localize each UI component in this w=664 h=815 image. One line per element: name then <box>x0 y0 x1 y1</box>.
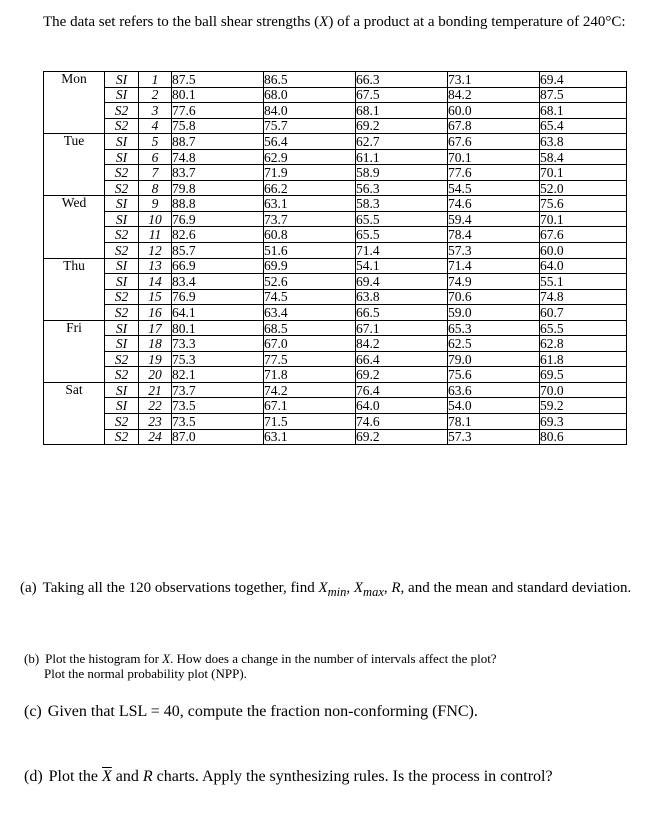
value-cell: 60.8 <box>264 227 356 243</box>
value-cell: 71.4 <box>356 243 448 259</box>
value-cell: 78.4 <box>448 227 540 243</box>
value-cell: 52.6 <box>264 274 356 290</box>
value-cell: 66.9 <box>172 258 264 274</box>
table-row <box>44 149 627 165</box>
table-row <box>44 103 627 119</box>
shift-cell: S2 <box>105 227 139 243</box>
value-cell: 74.6 <box>448 196 540 212</box>
value-cell: 54.0 <box>448 398 540 414</box>
shift-cell: SI <box>105 398 139 414</box>
value-cell: 63.1 <box>264 429 356 445</box>
value-cell: 58.4 <box>540 149 627 165</box>
value-cell: 74.5 <box>264 289 356 305</box>
sample-number-cell: 7 <box>139 165 172 181</box>
value-cell: 74.8 <box>172 149 264 165</box>
question-text: Plot the normal probability plot (NPP). <box>44 666 247 681</box>
value-cell: 75.6 <box>540 196 627 212</box>
shift-cell: SI <box>105 134 139 150</box>
value-cell: 80.6 <box>540 429 627 445</box>
value-cell: 67.8 <box>448 118 540 134</box>
value-cell: 65.4 <box>540 118 627 134</box>
sample-number-cell: 11 <box>139 227 172 243</box>
shift-cell: SI <box>105 72 139 88</box>
table-row <box>44 274 627 290</box>
value-cell: 67.6 <box>448 134 540 150</box>
table-row <box>44 398 627 414</box>
day-cell: Tue <box>44 134 105 196</box>
value-cell: 75.6 <box>448 367 540 383</box>
question-text: Plot the <box>48 768 102 785</box>
table-row <box>44 414 627 430</box>
value-cell: 61.8 <box>540 351 627 367</box>
table-row <box>44 320 627 336</box>
sample-number-cell: 1 <box>139 72 172 88</box>
shift-cell: S2 <box>105 414 139 430</box>
sample-number-cell: 18 <box>139 336 172 352</box>
value-cell: 63.8 <box>356 289 448 305</box>
value-cell: 56.4 <box>264 134 356 150</box>
value-cell: 80.1 <box>172 87 264 103</box>
shift-cell: S2 <box>105 103 139 119</box>
intro-part: The data set refers to the ball shear strengths ( <box>43 14 320 30</box>
question-b <box>24 651 624 681</box>
value-cell: 56.3 <box>356 180 448 196</box>
sample-number-cell: 6 <box>139 149 172 165</box>
value-cell: 58.9 <box>356 165 448 181</box>
value-cell: 73.7 <box>172 382 264 398</box>
x-max-subscript: max <box>363 585 384 599</box>
table-row <box>44 134 627 150</box>
shift-cell: SI <box>105 274 139 290</box>
shift-cell: SI <box>105 382 139 398</box>
sample-number-cell: 13 <box>139 258 172 274</box>
value-cell: 73.5 <box>172 414 264 430</box>
day-cell: Fri <box>44 320 105 382</box>
value-cell: 77.6 <box>172 103 264 119</box>
shift-cell: S2 <box>105 243 139 259</box>
day-cell: Mon <box>44 72 105 134</box>
value-cell: 82.6 <box>172 227 264 243</box>
value-cell: 63.4 <box>264 305 356 321</box>
value-cell: 69.3 <box>540 414 627 430</box>
x-max-symbol: X <box>353 580 364 596</box>
question-text: and <box>111 768 143 785</box>
value-cell: 69.5 <box>540 367 627 383</box>
value-cell: 64.0 <box>540 258 627 274</box>
day-cell: Sat <box>44 382 105 444</box>
value-cell: 66.2 <box>264 180 356 196</box>
question-text: . How does a change in the number of intervals affect the plot? <box>170 651 497 666</box>
value-cell: 75.7 <box>264 118 356 134</box>
value-cell: 58.3 <box>356 196 448 212</box>
question-d <box>24 768 644 785</box>
value-cell: 78.1 <box>448 414 540 430</box>
value-cell: 73.3 <box>172 336 264 352</box>
day-cell: Wed <box>44 196 105 258</box>
table-row <box>44 429 627 445</box>
sample-number-cell: 21 <box>139 382 172 398</box>
value-cell: 75.8 <box>172 118 264 134</box>
value-cell: 66.4 <box>356 351 448 367</box>
sample-number-cell: 12 <box>139 243 172 259</box>
sample-number-cell: 3 <box>139 103 172 119</box>
sample-number-cell: 14 <box>139 274 172 290</box>
x-bar-symbol: $\overline{X}$ <box>102 768 112 785</box>
table-row <box>44 180 627 196</box>
question-a <box>20 580 640 601</box>
shift-cell: SI <box>105 320 139 336</box>
value-cell: 71.5 <box>264 414 356 430</box>
value-cell: 84.2 <box>356 336 448 352</box>
shift-cell: S2 <box>105 351 139 367</box>
value-cell: 51.6 <box>264 243 356 259</box>
value-cell: 57.3 <box>448 429 540 445</box>
value-cell: 67.1 <box>264 398 356 414</box>
value-cell: 85.7 <box>172 243 264 259</box>
value-cell: 62.5 <box>448 336 540 352</box>
value-cell: 88.7 <box>172 134 264 150</box>
value-cell: 87.5 <box>540 87 627 103</box>
shift-cell: S2 <box>105 165 139 181</box>
value-cell: 67.6 <box>540 227 627 243</box>
value-cell: 74.2 <box>264 382 356 398</box>
value-cell: 76.4 <box>356 382 448 398</box>
value-cell: 84.2 <box>448 87 540 103</box>
value-cell: 77.5 <box>264 351 356 367</box>
question-text: Taking all the 120 observations together, find <box>42 580 319 596</box>
table-row <box>44 382 627 398</box>
value-cell: 70.1 <box>448 149 540 165</box>
value-cell: 66.5 <box>356 305 448 321</box>
sample-number-cell: 10 <box>139 211 172 227</box>
shift-cell: SI <box>105 258 139 274</box>
intro-variable: X <box>319 14 329 30</box>
question-label: (c) <box>24 703 42 720</box>
value-cell: 65.3 <box>448 320 540 336</box>
value-cell: 54.1 <box>356 258 448 274</box>
value-cell: 71.4 <box>448 258 540 274</box>
value-cell: 52.0 <box>540 180 627 196</box>
value-cell: 74.8 <box>540 289 627 305</box>
question-c <box>24 703 624 720</box>
x-min-subscript: min <box>327 585 347 599</box>
value-cell: 62.7 <box>356 134 448 150</box>
table-row <box>44 243 627 259</box>
question-label: (b) <box>24 651 40 666</box>
shift-cell: SI <box>105 149 139 165</box>
sample-number-cell: 17 <box>139 320 172 336</box>
question-text: , <box>346 580 354 596</box>
table-row <box>44 165 627 181</box>
value-cell: 62.9 <box>264 149 356 165</box>
value-cell: 79.0 <box>448 351 540 367</box>
table-row <box>44 289 627 305</box>
value-cell: 68.1 <box>356 103 448 119</box>
value-cell: 63.8 <box>540 134 627 150</box>
value-cell: 64.1 <box>172 305 264 321</box>
value-cell: 62.8 <box>540 336 627 352</box>
table-row <box>44 118 627 134</box>
value-cell: 69.4 <box>540 72 627 88</box>
intro-text <box>43 13 643 31</box>
shift-cell: SI <box>105 336 139 352</box>
value-cell: 69.2 <box>356 367 448 383</box>
value-cell: 84.0 <box>264 103 356 119</box>
value-cell: 86.5 <box>264 72 356 88</box>
shift-cell: SI <box>105 196 139 212</box>
value-cell: 77.6 <box>448 165 540 181</box>
value-cell: 74.6 <box>356 414 448 430</box>
value-cell: 79.8 <box>172 180 264 196</box>
table-row <box>44 87 627 103</box>
value-cell: 64.0 <box>356 398 448 414</box>
question-text: , and the mean and standard deviation. <box>400 580 632 596</box>
value-cell: 73.7 <box>264 211 356 227</box>
sample-number-cell: 4 <box>139 118 172 134</box>
table-row <box>44 196 627 212</box>
table-row <box>44 258 627 274</box>
intro-part: ) of a product at a bonding temperature of 240°C: <box>328 14 626 30</box>
shift-cell: S2 <box>105 180 139 196</box>
question-label: (a) <box>20 580 37 596</box>
shift-cell: S2 <box>105 305 139 321</box>
question-text: Plot the histogram for <box>45 651 163 666</box>
value-cell: 76.9 <box>172 289 264 305</box>
sample-number-cell: 22 <box>139 398 172 414</box>
sample-number-cell: 9 <box>139 196 172 212</box>
value-cell: 59.2 <box>540 398 627 414</box>
table-row <box>44 305 627 321</box>
value-cell: 87.5 <box>172 72 264 88</box>
value-cell: 83.7 <box>172 165 264 181</box>
sample-number-cell: 5 <box>139 134 172 150</box>
table-row <box>44 367 627 383</box>
value-cell: 66.3 <box>356 72 448 88</box>
day-cell: Thu <box>44 258 105 320</box>
table-row <box>44 351 627 367</box>
value-cell: 69.2 <box>356 118 448 134</box>
value-cell: 74.9 <box>448 274 540 290</box>
shift-cell: S2 <box>105 118 139 134</box>
shift-cell: S2 <box>105 289 139 305</box>
shift-cell: S2 <box>105 429 139 445</box>
range-symbol: R <box>142 768 153 785</box>
sample-number-cell: 24 <box>139 429 172 445</box>
value-cell: 88.8 <box>172 196 264 212</box>
data-table <box>43 71 627 445</box>
value-cell: 61.1 <box>356 149 448 165</box>
table-row <box>44 227 627 243</box>
question-text: , <box>383 580 392 596</box>
sample-number-cell: 16 <box>139 305 172 321</box>
value-cell: 80.1 <box>172 320 264 336</box>
value-cell: 68.5 <box>264 320 356 336</box>
x-min-symbol: X <box>318 580 328 596</box>
value-cell: 60.0 <box>448 103 540 119</box>
value-cell: 70.0 <box>540 382 627 398</box>
value-cell: 60.0 <box>540 243 627 259</box>
range-symbol: R <box>391 580 401 596</box>
question-label: (d) <box>24 768 43 785</box>
question-text: Given that LSL = 40, compute the fraction non-conforming (FNC). <box>47 703 478 720</box>
sample-number-cell: 19 <box>139 351 172 367</box>
value-cell: 68.0 <box>264 87 356 103</box>
value-cell: 71.8 <box>264 367 356 383</box>
table-row <box>44 336 627 352</box>
value-cell: 65.5 <box>356 211 448 227</box>
value-cell: 63.6 <box>448 382 540 398</box>
value-cell: 65.5 <box>540 320 627 336</box>
value-cell: 60.7 <box>540 305 627 321</box>
value-cell: 59.0 <box>448 305 540 321</box>
value-cell: 67.1 <box>356 320 448 336</box>
sample-number-cell: 8 <box>139 180 172 196</box>
value-cell: 71.9 <box>264 165 356 181</box>
value-cell: 69.9 <box>264 258 356 274</box>
shift-cell: SI <box>105 87 139 103</box>
sample-number-cell: 23 <box>139 414 172 430</box>
shift-cell: SI <box>105 211 139 227</box>
sample-number-cell: 2 <box>139 87 172 103</box>
sample-number-cell: 20 <box>139 367 172 383</box>
value-cell: 70.6 <box>448 289 540 305</box>
value-cell: 65.5 <box>356 227 448 243</box>
value-cell: 69.2 <box>356 429 448 445</box>
value-cell: 73.1 <box>448 72 540 88</box>
shift-cell: S2 <box>105 367 139 383</box>
value-cell: 69.4 <box>356 274 448 290</box>
value-cell: 76.9 <box>172 211 264 227</box>
table-row <box>44 72 627 88</box>
value-cell: 63.1 <box>264 196 356 212</box>
value-cell: 68.1 <box>540 103 627 119</box>
value-cell: 57.3 <box>448 243 540 259</box>
value-cell: 55.1 <box>540 274 627 290</box>
value-cell: 70.1 <box>540 211 627 227</box>
value-cell: 70.1 <box>540 165 627 181</box>
question-text: charts. Apply the synthesizing rules. Is the process in control? <box>152 768 553 785</box>
value-cell: 73.5 <box>172 398 264 414</box>
value-cell: 54.5 <box>448 180 540 196</box>
value-cell: 87.0 <box>172 429 264 445</box>
value-cell: 83.4 <box>172 274 264 290</box>
x-symbol: X <box>162 651 171 666</box>
sample-number-cell: 15 <box>139 289 172 305</box>
value-cell: 75.3 <box>172 351 264 367</box>
value-cell: 67.0 <box>264 336 356 352</box>
value-cell: 82.1 <box>172 367 264 383</box>
table-row <box>44 211 627 227</box>
value-cell: 59.4 <box>448 211 540 227</box>
value-cell: 67.5 <box>356 87 448 103</box>
